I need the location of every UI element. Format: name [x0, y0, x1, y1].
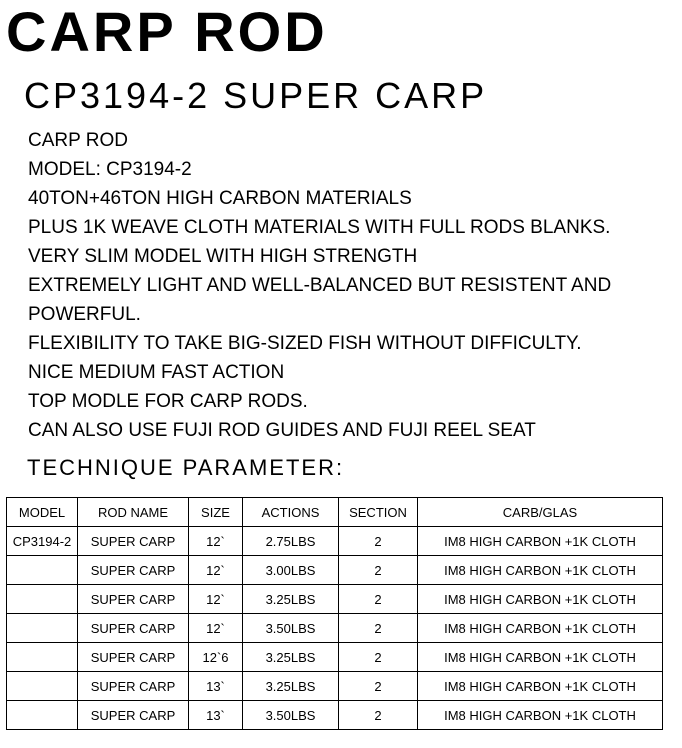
cell-carb-glas: IM8 HIGH CARBON +1K CLOTH [418, 643, 663, 672]
technique-heading: TECHNIQUE PARAMETER: [27, 455, 345, 480]
cell-actions: 3.50LBS [243, 614, 339, 643]
header-size: SIZE [189, 498, 243, 527]
header-actions: ACTIONS [243, 498, 339, 527]
table-row [7, 585, 663, 614]
header-rod-name: ROD NAME [78, 498, 189, 527]
table-row [7, 527, 663, 556]
parameter-table [6, 497, 663, 730]
cell-model [7, 672, 78, 701]
description-line: CARP ROD [28, 130, 128, 151]
product-description [28, 126, 611, 445]
cell-size: 13` [189, 701, 243, 730]
description-line: PLUS 1K WEAVE CLOTH MATERIALS WITH FULL RODS BLANKS. [28, 217, 611, 238]
cell-actions: 2.75LBS [243, 527, 339, 556]
cell-rod-name: SUPER CARP [78, 701, 189, 730]
header-carb-glas: CARB/GLAS [418, 498, 663, 527]
cell-section: 2 [339, 585, 418, 614]
cell-actions: 3.25LBS [243, 585, 339, 614]
table-header-row [7, 498, 663, 527]
cell-actions: 3.50LBS [243, 701, 339, 730]
cell-model [7, 585, 78, 614]
table-row [7, 614, 663, 643]
cell-actions: 3.00LBS [243, 556, 339, 585]
description-line: EXTREMELY LIGHT AND WELL-BALANCED BUT RESISTENT AND [28, 275, 612, 296]
cell-size: 12` [189, 556, 243, 585]
cell-section: 2 [339, 701, 418, 730]
description-line: FLEXIBILITY TO TAKE BIG-SIZED FISH WITHOUT DIFFICULTY. [28, 333, 582, 354]
cell-carb-glas: IM8 HIGH CARBON +1K CLOTH [418, 585, 663, 614]
description-line: TOP MODLE FOR CARP RODS. [28, 391, 308, 412]
cell-size: 13` [189, 672, 243, 701]
cell-size: 12` [189, 614, 243, 643]
table-row [7, 672, 663, 701]
header-model: MODEL [7, 498, 78, 527]
cell-model [7, 614, 78, 643]
cell-carb-glas: IM8 HIGH CARBON +1K CLOTH [418, 672, 663, 701]
description-line: POWERFUL. [28, 304, 141, 325]
description-line: MODEL: CP3194-2 [28, 159, 192, 180]
cell-actions: 3.25LBS [243, 672, 339, 701]
cell-size: 12` [189, 527, 243, 556]
cell-carb-glas: IM8 HIGH CARBON +1K CLOTH [418, 527, 663, 556]
cell-rod-name: SUPER CARP [78, 527, 189, 556]
cell-rod-name: SUPER CARP [78, 556, 189, 585]
cell-size: 12` [189, 585, 243, 614]
cell-rod-name: SUPER CARP [78, 643, 189, 672]
cell-section: 2 [339, 556, 418, 585]
table-row [7, 701, 663, 730]
cell-rod-name: SUPER CARP [78, 585, 189, 614]
table-row [7, 556, 663, 585]
cell-model [7, 556, 78, 585]
cell-size: 12`6 [189, 643, 243, 672]
description-line: NICE MEDIUM FAST ACTION [28, 362, 285, 383]
cell-carb-glas: IM8 HIGH CARBON +1K CLOTH [418, 614, 663, 643]
header-section: SECTION [339, 498, 418, 527]
cell-model [7, 701, 78, 730]
product-subtitle: CP3194-2 SUPER CARP [24, 75, 488, 116]
table-row [7, 643, 663, 672]
page-title: CARP ROD [6, 0, 328, 63]
cell-section: 2 [339, 527, 418, 556]
cell-model [7, 643, 78, 672]
description-line: VERY SLIM MODEL WITH HIGH STRENGTH [28, 246, 418, 267]
description-line: CAN ALSO USE FUJI ROD GUIDES AND FUJI REEL SEAT [28, 420, 536, 441]
description-line: 40TON+46TON HIGH CARBON MATERIALS [28, 188, 412, 209]
cell-section: 2 [339, 643, 418, 672]
cell-carb-glas: IM8 HIGH CARBON +1K CLOTH [418, 701, 663, 730]
cell-carb-glas: IM8 HIGH CARBON +1K CLOTH [418, 556, 663, 585]
cell-actions: 3.25LBS [243, 643, 339, 672]
cell-section: 2 [339, 614, 418, 643]
cell-model: CP3194-2 [7, 527, 78, 556]
cell-rod-name: SUPER CARP [78, 614, 189, 643]
cell-section: 2 [339, 672, 418, 701]
cell-rod-name: SUPER CARP [78, 672, 189, 701]
